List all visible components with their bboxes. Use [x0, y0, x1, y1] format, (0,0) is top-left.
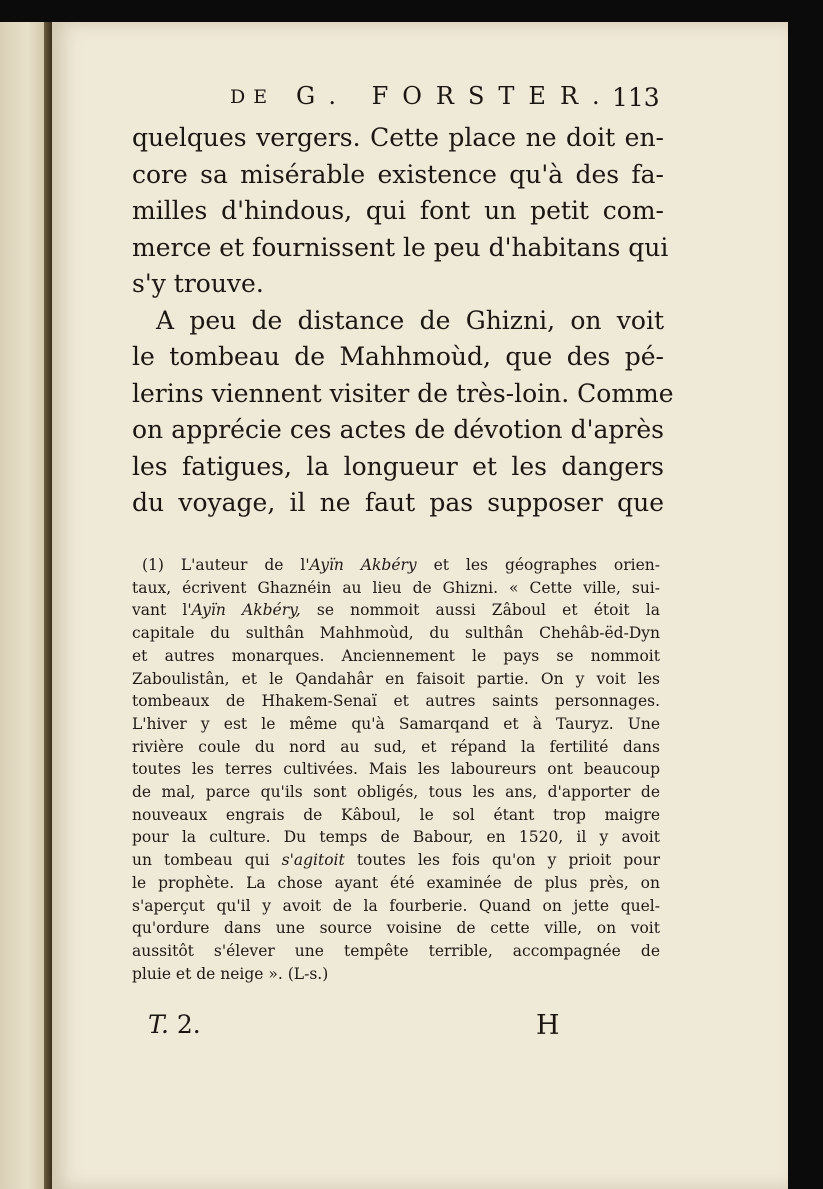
text-line: core sa misérable existence qu'à des fa-	[132, 159, 664, 189]
quire-signature: H	[536, 1010, 560, 1041]
text-line: quelques vergers. Cette place ne doit en-	[132, 123, 664, 152]
footnote-line: pour la culture. Du temps de Babour, en 1520, il y avoit	[132, 828, 660, 847]
running-head-author: G. FORSTER.	[296, 82, 614, 110]
footnote-text: vant l'	[132, 601, 192, 620]
previous-page-edge	[0, 22, 46, 1189]
footnote-line	[132, 599, 660, 622]
footnote-line: aussitôt s'élever une tempête terrible, accompagnée de	[132, 941, 660, 960]
footnote-line: L'hiver y est le même qu'à Samarqand et à Tauryz. Une	[132, 714, 660, 733]
footnote-line: pluie et de neige ». (L-s.)	[132, 964, 329, 983]
main-text	[132, 120, 674, 522]
text-line: le tombeau de Mahhmoùd, que des pé-	[132, 342, 664, 371]
footnote-text: et les géographes orien-	[416, 556, 660, 574]
footnote-italic: Ayïn Akbéry,	[191, 601, 301, 620]
footnote-text: un tombeau qui	[132, 851, 282, 870]
footnote-line: de mal, parce qu'ils sont obligés, tous les ans, d'apporter de	[132, 783, 660, 802]
book-gutter	[44, 22, 52, 1189]
text-line: les fatigues, la longueur et les dangers	[132, 451, 664, 481]
page-outer-edge	[788, 22, 823, 1189]
footnote-text: (1) L'auteur de l'	[142, 556, 310, 574]
text-line: milles d'hindous, qui font un petit com-	[132, 196, 664, 225]
text-line: s'y trouve.	[132, 269, 264, 298]
footnote-line: s'aperçut qu'il y avoit de la fourberie. Quand on jette quel-	[132, 896, 660, 915]
running-head-de: DE	[230, 86, 276, 108]
book-page	[52, 22, 788, 1189]
footnote	[132, 554, 660, 985]
footnote-line: Zaboulistân, et le Qandahâr en faisoit partie. On y voit les	[132, 669, 660, 688]
volume-number: 2.	[176, 1010, 201, 1039]
footnote-text: se nommoit aussi Zâboul et étoit la	[300, 601, 660, 620]
text-line: A peu de distance de Ghizni, on voit	[156, 305, 664, 335]
running-head	[52, 84, 788, 114]
footnote-line: toutes les terres cultivées. Mais les laboureurs ont beaucoup	[132, 760, 660, 779]
footnote-line: le prophète. La chose ayant été examinée de plus près, on	[132, 873, 660, 892]
footnote-line: nouveaux engrais de Kâboul, le sol étant trop maigre	[132, 805, 660, 824]
text-line: du voyage, il ne faut pas supposer que	[132, 488, 664, 517]
volume-signature	[148, 1010, 201, 1039]
footnote-line	[132, 849, 660, 872]
footnote-line: qu'ordure dans une source voisine de cette ville, on voit	[132, 919, 660, 938]
tome-mark: T.	[148, 1010, 169, 1039]
text-line: merce et fournissent le peu d'habitans qui	[132, 232, 669, 262]
footnote-line: et autres monarques. Anciennement le pays se nommoit	[132, 646, 660, 665]
footnote-line: tombeaux de Hhakem-Senaï et autres saints personnages.	[132, 692, 660, 711]
footnote-text: toutes les fois qu'on y prioit pour	[344, 851, 660, 870]
text-line: on apprécie ces actes de dévotion d'après	[132, 415, 664, 444]
text-line: lerins viennent visiter de très-loin. Comme	[132, 378, 674, 408]
footnote-line: taux, écrivent Ghaznéin au lieu de Ghizni. « Cette ville, sui-	[132, 578, 660, 597]
page-number: 113	[612, 83, 660, 112]
footnote-line: capitale du sulthân Mahhmoùd, du sulthân Chehâb-ëd-Dyn	[132, 624, 660, 643]
footnote-line: rivière coule du nord au sud, et répand la fertilité dans	[132, 737, 660, 756]
footnote-italic: s'agitoit	[281, 851, 345, 870]
footnote-italic: Ayïn Akbéry	[309, 556, 417, 574]
footnote-line	[132, 554, 660, 577]
